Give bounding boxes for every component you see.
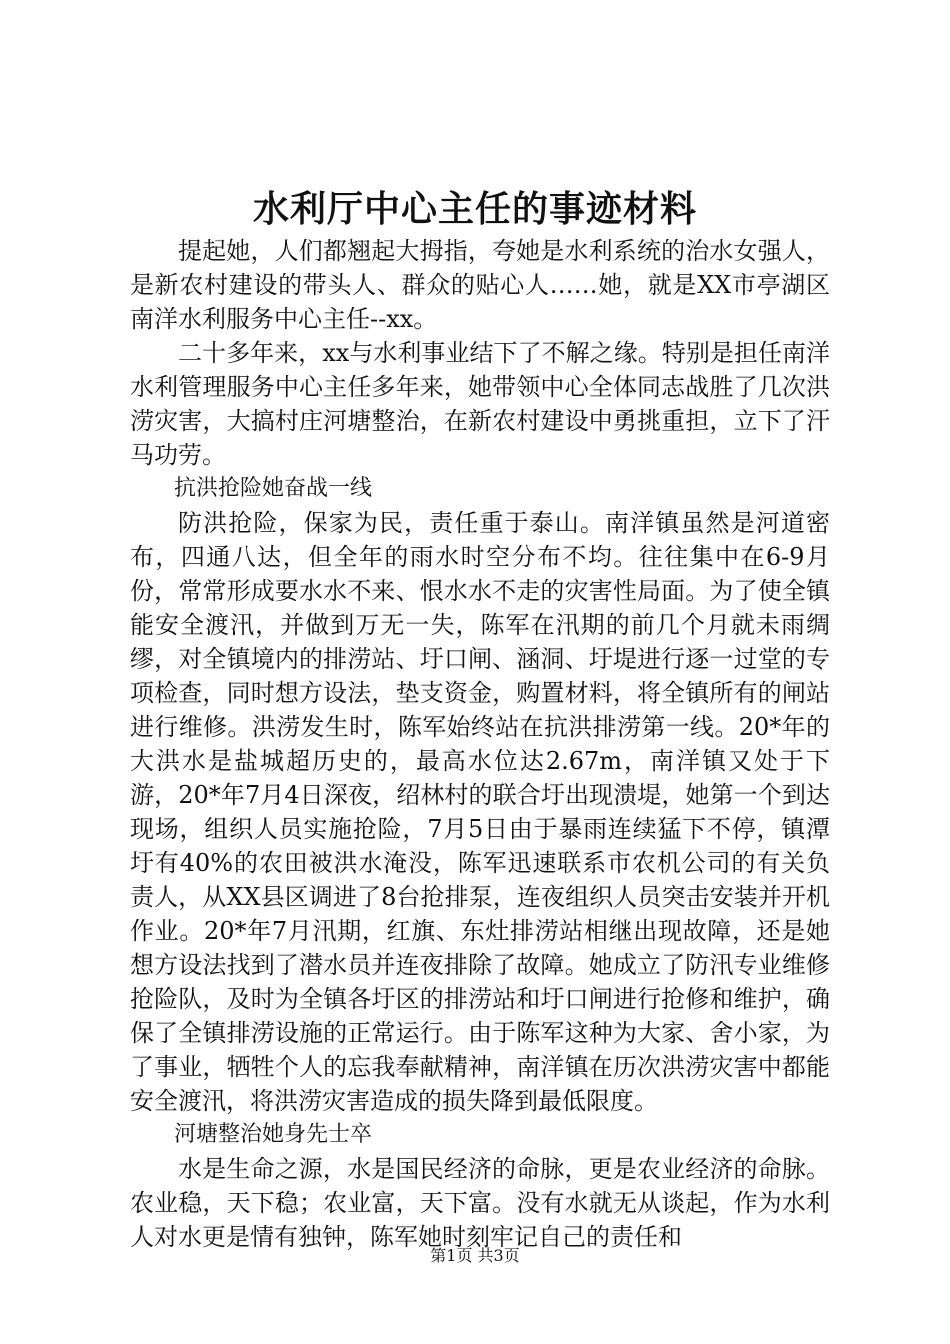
section-heading-river-pond: 河塘整治她身先士卒 xyxy=(174,1122,373,1147)
paragraph-summary: 二十多年来，xx与水利事业结下了不解之缘。特别是担任南洋水利管理服务中心主任多年来，她带领中心全体同志战胜了几次洪涝灾害，大搞村庄河塘整治，在新农村建设中勇挑重担，立下了汗马功劳。 xyxy=(130,339,830,469)
paragraph-river-pond: 水是生命之源，水是国民经济的命脉，更是农业经济的命脉。农业稳，天下稳；农业富，天下富。没有水就无从谈起，作为水利人对水更是情有独钟，陈军她时刻牢记自己的责任和 xyxy=(130,1155,830,1251)
page-number-footer: 第1页 共3页 xyxy=(430,1246,520,1265)
document-title: 水利厅中心主任的事迹材料 xyxy=(252,188,697,230)
paragraph-intro: 提起她，人们都翘起大拇指，夸她是水利系统的治水女强人，是新农村建设的带头人、群众的贴心人……她，就是XX市亭湖区南洋水利服务中心主任--xx。 xyxy=(130,237,830,333)
document-body xyxy=(130,234,830,1254)
paragraph-flood-fighting: 防洪抢险，保家为民，责任重于泰山。南洋镇虽然是河道密布，四通八达，但全年的雨水时空分布不均。往往集中在6-9月份，常常形成要水水不来、恨水水不走的灾害性局面。为了使全镇能安全渡汛，并做到万无一失，陈军在汛期的前几个月就未雨绸缪，对全镇境内的排涝站、圩口闸、涵洞、圩堤进行逐一过堂的专项检查，同时想方设法，垫支资金，购置材料，将全镇所有的闸站进行维修。洪涝发生时，陈军始终站在抗洪排涝第一线。20*年的大洪水是盐城超历史的，最高水位达2.67m，南洋镇又处于下游，20*年7月4日深夜，绍林村的联合圩出现溃堤，她第一个到达现场，组织人员实施抢险，7月5日由于暴雨连续猛下不停，镇潭圩有40%的农田被洪水淹没，陈军迅速联系市农机公司的有关负责人，从XX县区调进了8台抢排泵，连夜组织人员突击安装并开机作业。20*年7月汛期，红旗、东灶排涝站相继出现故障，还是她想方设法找到了潜水员并连夜排除了故障。她成立了防汛专业维修抢险队，及时为全镇各圩区的排涝站和圩口闸进行抢修和维护，确保了全镇排涝设施的正常运行。由于陈军这种为大家、舍小家，为了事业，牺牲个人的忘我奉献精神，南洋镇在历次洪涝灾害中都能安全渡汛，将洪涝灾害造成的损失降到最低限度。 xyxy=(130,509,830,1115)
section-heading-flood-fighting: 抗洪抢险她奋战一线 xyxy=(174,476,373,501)
